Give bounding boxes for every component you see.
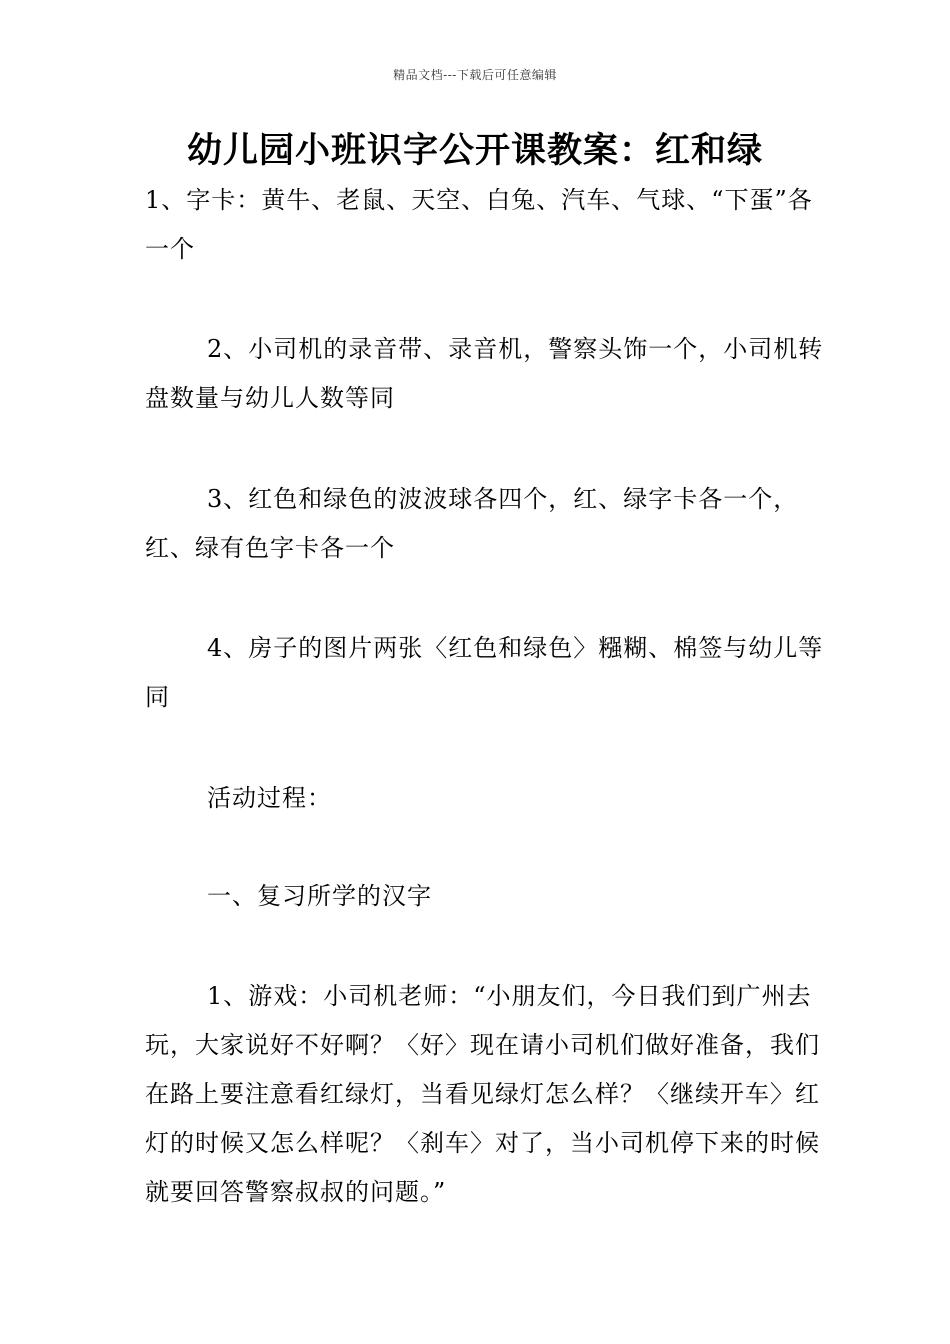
- paragraph-materials-2: 2、小司机的录音带、录音机，警察头饰一个，小司机转盘数量与幼儿人数等同: [145, 335, 824, 412]
- section-heading-activity-process: 活动过程：: [207, 784, 332, 812]
- paragraph-materials-4: 4、房子的图片两张〈红色和绿色〉糨糊、棉签与幼儿等同: [145, 634, 824, 711]
- paragraph-materials-1: 1、字卡：黄牛、老鼠、天空、白兔、汽车、气球、“下蛋”各一个: [145, 186, 813, 263]
- document-title: 幼儿园小班识字公开课教案：红和绿: [186, 131, 763, 171]
- section-heading-review: 一、复习所学的汉字: [207, 882, 432, 910]
- paragraph-game: 1、游戏：小司机老师：“小朋友们，今日我们到广州去玩，大家说好不好啊？〈好〉现在请小司机们做好准备，我们在路上要注意看红绿灯，当看见绿灯怎么样？〈继续开车〉红灯的时候又怎么样呢？〈刹车〉对了，当小司机停下来的时候就要回答警察叔叔的问题。”: [145, 982, 820, 1206]
- paragraph-materials-3: 3、红色和绿色的波波球各四个，红、绿字卡各一个，红、绿有色字卡各一个: [145, 485, 799, 562]
- page-header-note: 精品文档---下载后可任意编辑: [393, 68, 557, 82]
